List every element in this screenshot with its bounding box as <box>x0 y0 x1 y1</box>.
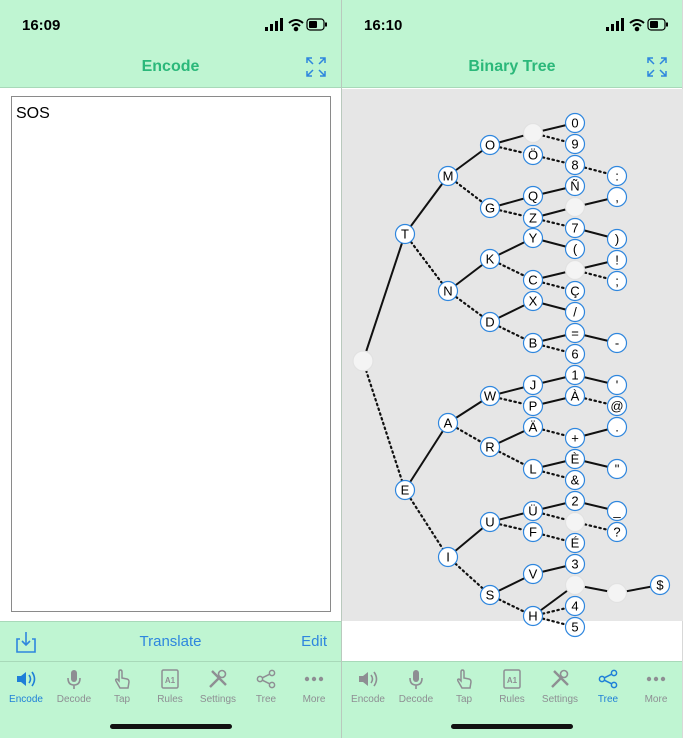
tree-node-.[interactable] <box>608 418 627 437</box>
tree-node-Y[interactable] <box>524 229 543 248</box>
tree-node-label: U <box>485 514 495 530</box>
tree-node-/[interactable] <box>566 303 585 322</box>
tab-more[interactable] <box>632 667 680 711</box>
tree-node-M[interactable] <box>439 167 458 186</box>
tree-node-?[interactable] <box>608 523 627 542</box>
tree-node-label: _ <box>613 503 621 519</box>
rules-book-icon <box>158 667 182 691</box>
tree-node-label: G <box>484 200 496 216</box>
tree-node-D[interactable] <box>481 313 500 332</box>
encode-screen <box>0 0 341 738</box>
tree-node-![interactable] <box>608 251 627 270</box>
tree-node-empty[interactable] <box>566 513 585 532</box>
tree-node-É[interactable] <box>566 534 585 553</box>
dot-edge <box>405 490 448 557</box>
tree-node-Ç[interactable] <box>566 282 585 301</box>
tree-node-)[interactable] <box>608 230 627 249</box>
tree-node-6[interactable] <box>566 345 585 364</box>
tab-encode[interactable] <box>344 667 392 711</box>
status-icons <box>265 18 327 32</box>
nav-bar <box>342 44 682 88</box>
binary-tree-screen <box>341 0 682 738</box>
tree-node-,[interactable] <box>608 188 627 207</box>
tree-node-empty[interactable] <box>524 124 543 143</box>
tab-tap[interactable] <box>440 667 488 711</box>
tab-tap[interactable] <box>98 667 146 711</box>
tree-node-label: 2 <box>571 493 579 509</box>
tree-node-5[interactable] <box>566 618 585 637</box>
tree-node-label: - <box>614 335 620 351</box>
tree-node-label: & <box>570 472 580 488</box>
tree-node-8[interactable] <box>566 156 585 175</box>
tree-node-empty[interactable] <box>566 198 585 217</box>
tree-node-Z[interactable] <box>524 209 543 228</box>
tree-node-label: @ <box>610 398 624 414</box>
status-bar <box>0 0 341 44</box>
tree-node-9[interactable] <box>566 135 585 154</box>
tree-node-1[interactable] <box>566 366 585 385</box>
tree-node-label: L <box>529 461 537 477</box>
tree-node-label: ) <box>614 231 620 247</box>
tree-node-Ü[interactable] <box>524 502 543 521</box>
tree-node-Q[interactable] <box>524 187 543 206</box>
more-dots-icon <box>644 667 668 691</box>
tools-icon <box>206 667 230 691</box>
tree-node-N[interactable] <box>439 282 458 301</box>
microphone-icon <box>62 667 86 691</box>
tab-label: Decode <box>56 694 92 705</box>
dash-edge <box>405 423 448 490</box>
tree-node-S[interactable] <box>481 586 500 605</box>
tree-node-label: I <box>446 549 450 565</box>
tree-node-K[interactable] <box>481 250 500 269</box>
tree-node-label: Ñ <box>570 178 580 194</box>
tree-node-"[interactable] <box>608 460 627 479</box>
tab-label: Tree <box>255 694 277 705</box>
tree-node-label: T <box>401 226 409 242</box>
tree-node-label: ' <box>615 377 619 393</box>
tree-node-label: Ç <box>570 283 580 299</box>
tree-node-label: H <box>528 608 538 624</box>
battery-icon <box>648 19 668 30</box>
svg-text:A1: A1 <box>164 676 176 685</box>
tree-node-&[interactable] <box>566 471 585 490</box>
tab-label: Tree <box>597 694 619 705</box>
tree-node-X[interactable] <box>524 292 543 311</box>
dash-edge <box>363 234 405 361</box>
tree-node-label: ; <box>615 273 619 289</box>
tree-node-label: J <box>529 377 537 393</box>
svg-text:A1: A1 <box>506 676 518 685</box>
page-title: Encode <box>141 58 200 75</box>
tree-node-label: 7 <box>571 220 579 236</box>
tab-label: More <box>644 694 668 705</box>
tree-node-label: F <box>529 524 537 540</box>
tree-node-label: = <box>571 325 579 341</box>
tree-node-label: Ü <box>528 503 538 519</box>
tree-node-label: E <box>400 482 410 498</box>
tab-decode[interactable] <box>50 667 98 711</box>
nav-bar <box>0 44 341 88</box>
tree-node-3[interactable] <box>566 555 585 574</box>
tree-node-empty[interactable] <box>566 576 585 595</box>
status-bar <box>342 0 682 44</box>
tree-node-W[interactable] <box>481 387 500 406</box>
hand-tap-icon <box>110 667 134 691</box>
morse-binary-tree <box>342 89 683 635</box>
tab-label: Encode <box>9 694 43 705</box>
edit-button[interactable]: Edit <box>301 633 327 650</box>
tree-node-label: D <box>485 314 495 330</box>
tab-settings[interactable] <box>194 667 242 711</box>
tree-node-Ñ[interactable] <box>566 177 585 196</box>
battery-icon <box>307 19 327 30</box>
tree-node-:[interactable] <box>608 167 627 186</box>
tree-node-label: + <box>571 430 579 446</box>
share-tree-icon <box>254 667 278 691</box>
tree-node-$[interactable] <box>651 576 670 595</box>
tree-node-label: W <box>483 388 497 404</box>
tree-node-label: M <box>442 168 454 184</box>
tree-node-label: 1 <box>571 367 579 383</box>
tree-node-G[interactable] <box>481 199 500 218</box>
tree-node-À[interactable] <box>566 387 585 406</box>
tree-node-E[interactable] <box>396 481 415 500</box>
tree-node-label: R <box>485 439 495 455</box>
page-title: Binary Tree <box>468 58 556 75</box>
tree-node-label: O <box>484 137 496 153</box>
tree-node-;[interactable] <box>608 272 627 291</box>
dot-edge <box>363 361 405 490</box>
tree-node-C[interactable] <box>524 271 543 290</box>
tree-node-label: . <box>615 419 619 435</box>
tab-decode[interactable] <box>392 667 440 711</box>
share-tree-icon <box>596 667 620 691</box>
tree-node-label: ! <box>615 252 619 268</box>
tools-icon <box>548 667 572 691</box>
hand-tap-icon <box>452 667 476 691</box>
tree-node-label: 8 <box>571 157 579 173</box>
tree-node-4[interactable] <box>566 597 585 616</box>
tab-label: Decode <box>398 694 434 705</box>
translate-button[interactable]: Translate <box>139 633 202 650</box>
tree-node-label: , <box>615 189 619 205</box>
tree-node-A[interactable] <box>439 414 458 433</box>
tree-node-2[interactable] <box>566 492 585 511</box>
speaker-icon <box>356 667 380 691</box>
tree-node-label: " <box>614 461 620 477</box>
tree-node-label: K <box>485 251 495 267</box>
tree-node-label: Ä <box>528 419 538 435</box>
signal-icon <box>265 18 283 31</box>
tree-node-label: 0 <box>571 115 579 131</box>
home-indicator <box>451 724 573 729</box>
tab-encode[interactable] <box>2 667 50 711</box>
tree-node-label: Q <box>527 188 539 204</box>
expand-icon[interactable] <box>305 56 327 78</box>
tab-label: Rules <box>157 694 183 705</box>
tree-node-label: S <box>485 587 495 603</box>
home-indicator <box>110 724 232 729</box>
tree-node-L[interactable] <box>524 460 543 479</box>
tree-node-label: : <box>615 168 619 184</box>
tree-node-label: 3 <box>571 556 579 572</box>
tree-node-label: 6 <box>571 346 579 362</box>
tree-node-label: 5 <box>571 619 579 635</box>
tab-label: Tap <box>455 694 473 705</box>
dot-edge <box>405 234 448 291</box>
rules-book-icon <box>500 667 524 691</box>
tab-label: More <box>302 694 326 705</box>
tree-node-label: 4 <box>571 598 579 614</box>
tree-node-'[interactable] <box>608 376 627 395</box>
tree-node-U[interactable] <box>481 513 500 532</box>
tree-node-label: N <box>443 283 453 299</box>
tree-node-P[interactable] <box>524 397 543 416</box>
more-dots-icon <box>302 667 326 691</box>
tree-node-B[interactable] <box>524 334 543 353</box>
tree-node-_[interactable] <box>608 502 627 521</box>
tab-more[interactable] <box>290 667 338 711</box>
signal-icon <box>606 18 624 31</box>
tree-node-label: Z <box>529 210 537 226</box>
tree-node-label: É <box>570 535 580 551</box>
tab-label: Rules <box>499 694 525 705</box>
tree-node-label: $ <box>656 577 664 593</box>
tab-label: Settings <box>199 694 237 705</box>
tree-node-label: À <box>570 388 580 404</box>
expand-icon[interactable] <box>646 56 668 78</box>
tree-node-=[interactable] <box>566 324 585 343</box>
tree-node-label: V <box>528 566 538 582</box>
tree-node-H[interactable] <box>524 607 543 626</box>
tree-node-label: ( <box>572 241 578 257</box>
tree-node-label: X <box>528 293 538 309</box>
tree-nodes <box>353 114 670 637</box>
tree-node-+[interactable] <box>566 429 585 448</box>
speaker-icon <box>14 667 38 691</box>
tab-label: Settings <box>541 694 579 705</box>
tree-node-([interactable] <box>566 240 585 259</box>
tree-node-@[interactable] <box>608 397 627 416</box>
tree-node-Ö[interactable] <box>524 146 543 165</box>
tree-node-I[interactable] <box>439 548 458 567</box>
tab-rules[interactable] <box>146 667 194 711</box>
status-time: 16:09 <box>22 17 61 34</box>
tree-node-label: / <box>573 304 577 320</box>
tree-node-label: È <box>570 451 580 467</box>
tree-node-7[interactable] <box>566 219 585 238</box>
tree-node-T[interactable] <box>396 225 415 244</box>
tree-node-label: ? <box>613 524 621 540</box>
dash-edge <box>405 176 448 234</box>
tree-node-È[interactable] <box>566 450 585 469</box>
tab-label: Tap <box>113 694 131 705</box>
tab-bar <box>342 661 682 738</box>
microphone-icon <box>404 667 428 691</box>
tree-node-empty[interactable] <box>566 261 585 280</box>
tree-node-Ä[interactable] <box>524 418 543 437</box>
tree-node-label: Ö <box>527 147 539 163</box>
tab-tree[interactable] <box>242 667 290 711</box>
tree-node-empty[interactable] <box>353 351 373 371</box>
morse-tree-canvas[interactable] <box>342 89 683 635</box>
tree-node-label: C <box>528 272 538 288</box>
tree-node-label: A <box>443 415 453 431</box>
tab-settings[interactable] <box>536 667 584 711</box>
status-time: 16:10 <box>364 17 403 34</box>
tab-tree[interactable] <box>584 667 632 711</box>
tree-node-label: Y <box>528 230 538 246</box>
tree-node-label: 9 <box>571 136 579 152</box>
tab-bar <box>0 661 341 738</box>
tree-node-empty[interactable] <box>608 584 627 603</box>
tree-node-O[interactable] <box>481 136 500 155</box>
tree-node-label: P <box>528 398 538 414</box>
tree-node--[interactable] <box>608 334 627 353</box>
tab-label: Encode <box>351 694 385 705</box>
tree-node-V[interactable] <box>524 565 543 584</box>
wifi-icon <box>289 20 303 30</box>
tree-node-R[interactable] <box>481 438 500 457</box>
tree-node-J[interactable] <box>524 376 543 395</box>
tree-node-F[interactable] <box>524 523 543 542</box>
tab-rules[interactable] <box>488 667 536 711</box>
wifi-icon <box>630 20 644 30</box>
tree-node-0[interactable] <box>566 114 585 133</box>
status-icons <box>606 18 668 32</box>
tree-node-label: B <box>528 335 538 351</box>
toolbar <box>0 621 341 661</box>
message-input[interactable]: SOS <box>11 96 331 612</box>
